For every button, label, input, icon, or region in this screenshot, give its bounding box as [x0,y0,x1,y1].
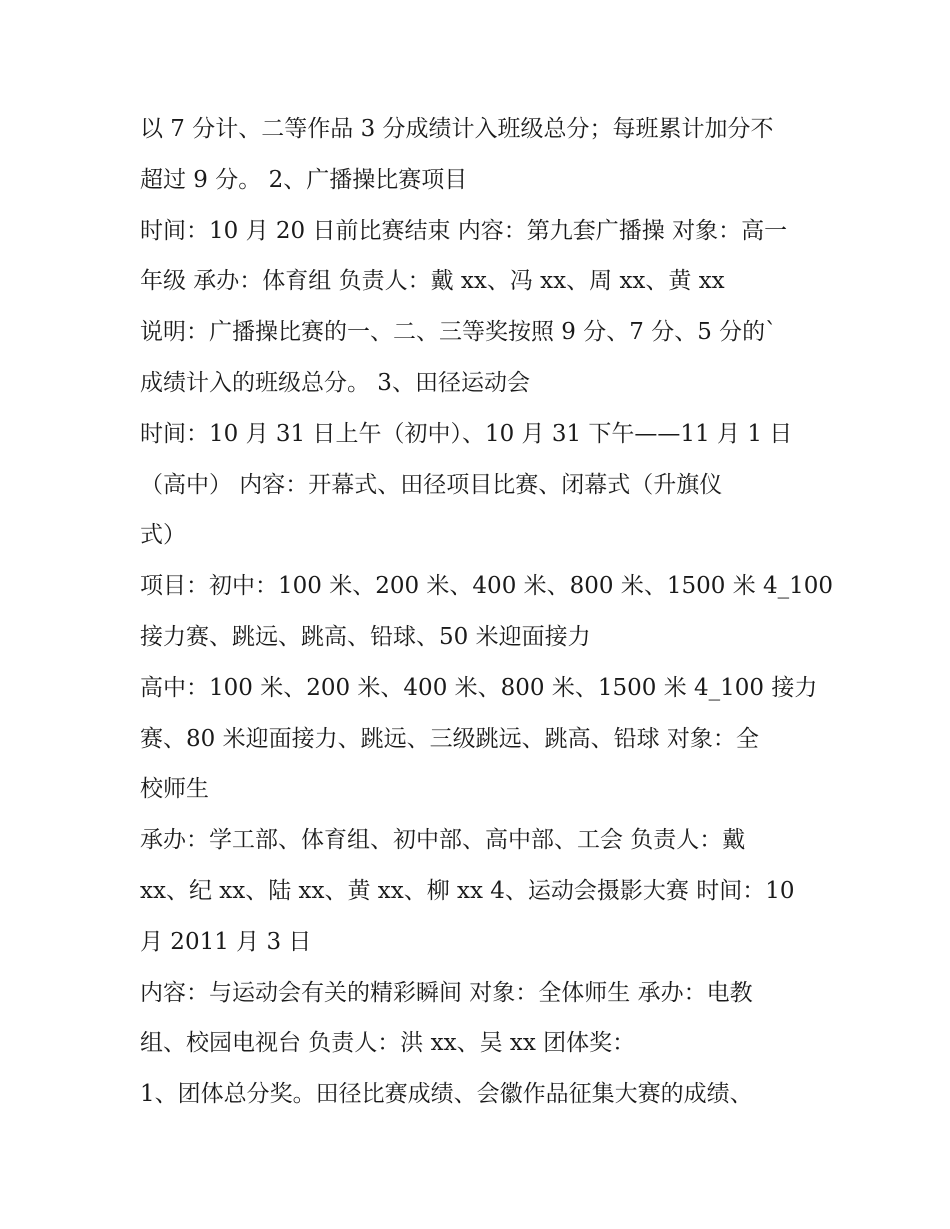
text-line: 赛、80 米迎面接力、跳远、三级跳远、跳高、铅球 对象：全 [140,725,759,752]
text-line: 说明：广播操比赛的一、二、三等奖按照 9 分、7 分、5 分的` [140,319,777,346]
text-line: 时间：10 月 31 日上午（初中）、10 月 31 下午——11 月 1 日 [140,420,793,447]
text-line: 以 7 分计、二等作品 3 分成绩计入班级总分；每班累计加分不 [140,116,774,142]
text-line: 成绩计入的班级总分。 3、田径运动会 [140,369,530,396]
text-line: 年级 承办：体育组 负责人：戴 xx、冯 xx、周 xx、黄 xx [140,268,725,295]
text-line: 式） [140,522,186,549]
text-line: 承办：学工部、体育组、初中部、高中部、工会 负责人：戴 [140,827,746,854]
text-line: （高中） 内容：开幕式、田径项目比赛、闭幕式（升旗仪 [140,471,723,498]
text-line: 超过 9 分。 2、广播操比赛项目 [140,166,468,193]
text-line: 校师生 [140,776,209,803]
text-line: 月 2011 月 3 日 [140,928,312,955]
text-line: 组、校园电视台 负责人：洪 xx、吴 xx 团体奖： [140,1030,636,1057]
text-line: 1、团体总分奖。田径比赛成绩、会徽作品征集大赛的成绩、 [140,1081,753,1108]
text-line: xx、纪 xx、陆 xx、黄 xx、柳 xx 4、运动会摄影大赛 时间：10 [140,877,795,904]
document-body [140,104,834,1120]
text-line: 时间：10 月 20 日前比赛结束 内容：第九套广播操 对象：高一 [140,217,788,244]
text-line: 项目：初中：100 米、200 米、400 米、800 米、1500 米 4_100 [140,573,834,600]
text-line: 内容：与运动会有关的精彩瞬间 对象：全体师生 承办：电教 [140,979,753,1006]
text-line: 接力赛、跳远、跳高、铅球、50 米迎面接力 [140,623,591,650]
text-line: 高中：100 米、200 米、400 米、800 米、1500 米 4_100 接力 [140,674,818,701]
